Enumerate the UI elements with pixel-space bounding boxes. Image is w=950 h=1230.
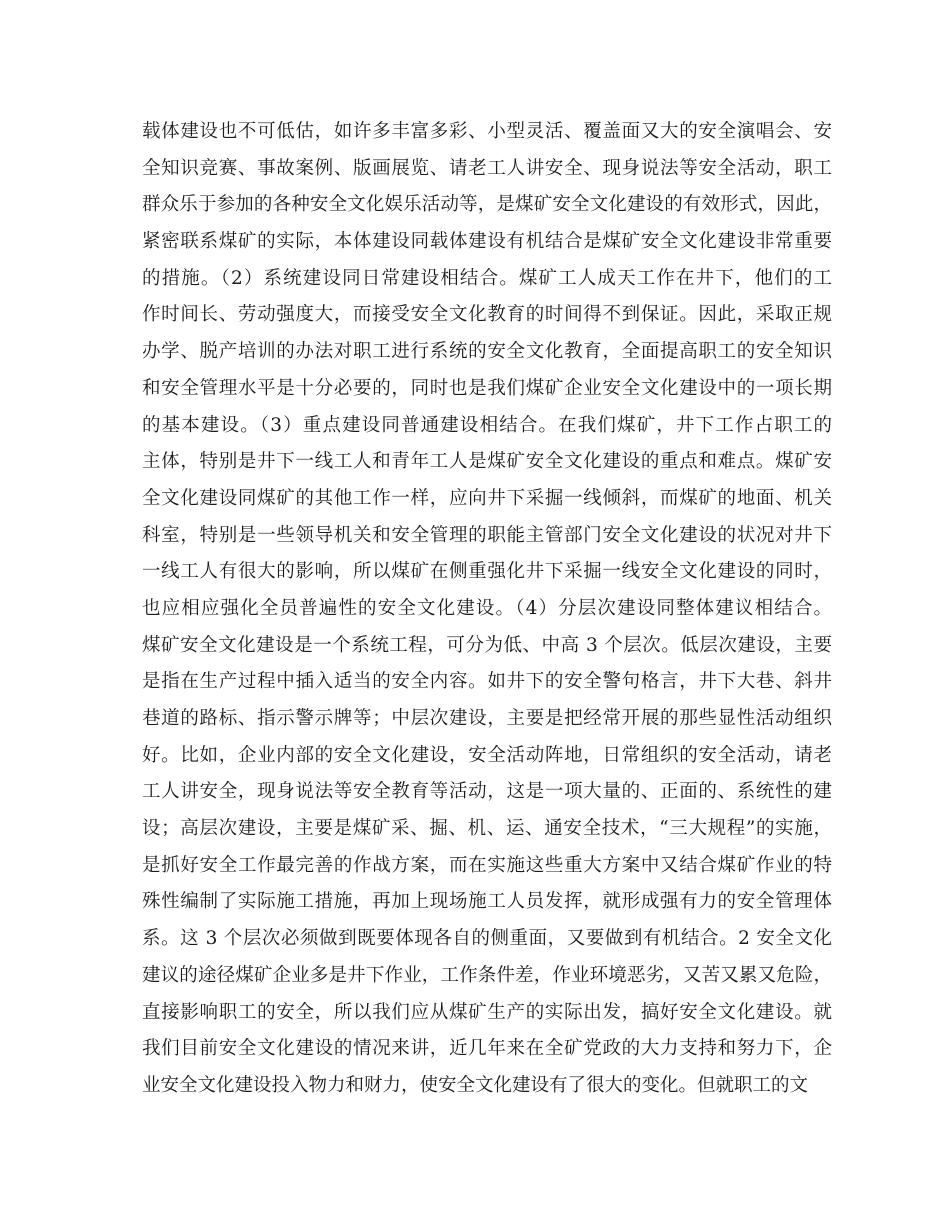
- text-line: 全知识竞赛、事故案例、版画展览、请老工人讲安全、现身说法等安全活动，职工: [142, 157, 832, 179]
- text-line: 载体建设也不可低估，如许多丰富多彩、小型灵活、覆盖面又大的安全演唱会、安: [142, 121, 832, 142]
- text-line: 巷道的路标、指示警示牌等；中层次建设，主要是把经常开展的那些显性活动组织: [142, 708, 832, 729]
- text-line: 直接影响职工的安全，所以我们应从煤矿生产的实际出发，搞好安全文化建设。就: [142, 1001, 832, 1023]
- text-line: 殊性编制了实际施工措施，再加上现场施工人员发挥，就形成强有力的安全管理体: [142, 891, 832, 913]
- text-line: 系。这 3 个层次必须做到既要体现各自的侧重面，又要做到有机结合。2 安全文化: [142, 928, 832, 950]
- text-line: 作时间长、劳动强度大，而接受安全文化教育的时间得不到保证。因此，采取正规: [142, 304, 832, 326]
- text-line: 群众乐于参加的各种安全文化娱乐活动等，是煤矿安全文化建设的有效形式，因此，: [142, 194, 832, 216]
- text-line: 紧密联系煤矿的实际，本体建设同载体建设有机结合是煤矿安全文化建设非常重要: [142, 231, 832, 253]
- text-line: 是指在生产过程中插入适当的安全内容。如井下的安全警句格言，井下大巷、斜井: [142, 671, 832, 693]
- text-line: 科室，特别是一些领导机关和安全管理的职能主管部门安全文化建设的状况对井下: [142, 524, 832, 546]
- text-line: 全文化建设同煤矿的其他工作一样，应向井下采掘一线倾斜，而煤矿的地面、机关: [142, 487, 832, 509]
- text-line: 工人讲安全，现身说法等安全教育等活动，这是一项大量的、正面的、系统性的建: [142, 781, 832, 803]
- text-line: 的措施。（2）系统建设同日常建设相结合。煤矿工人成天工作在井下，他们的工: [142, 267, 832, 289]
- text-line: 主体，特别是井下一线工人和青年工人是煤矿安全文化建设的重点和难点。煤矿安: [142, 451, 832, 473]
- text-line: 是抓好安全工作最完善的作战方案，而在实施这些重大方案中又结合煤矿作业的特: [142, 854, 832, 876]
- text-line: 好。比如，企业内部的安全文化建设，安全活动阵地，日常组织的安全活动，请老: [142, 744, 832, 766]
- text-line: 也应相应强化全员普遍性的安全文化建设。（4）分层次建设同整体建议相结合。: [142, 597, 832, 619]
- text-line: 和安全管理水平是十分必要的，同时也是我们煤矿企业安全文化建设中的一项长期: [142, 377, 832, 399]
- body-text: [142, 114, 832, 1105]
- text-line: 建议的途径煤矿企业多是井下作业，工作条件差，作业环境恶劣，又苦又累又危险，: [142, 964, 832, 986]
- text-line: 设；高层次建设，主要是煤矿采、掘、机、运、通安全技术，“三大规程”的实施，: [142, 818, 832, 840]
- text-line: 的基本建设。（3）重点建设同普通建设相结合。在我们煤矿，井下工作占职工的: [142, 414, 832, 436]
- text-line: 业安全文化建设投入物力和财力，使安全文化建设有了很大的变化。但就职工的文: [142, 1074, 809, 1096]
- text-line: 我们目前安全文化建设的情况来讲，近几年来在全矿党政的大力支持和努力下，企: [142, 1038, 832, 1060]
- text-line: 办学、脱产培训的办法对职工进行系统的安全文化教育，全面提高职工的安全知识: [142, 341, 832, 363]
- text-line: 煤矿安全文化建设是一个系统工程，可分为低、中高 3 个层次。低层次建设，主要: [142, 634, 832, 656]
- text-line: 一线工人有很大的影响，所以煤矿在侧重强化井下采掘一线安全文化建设的同时，: [142, 561, 832, 583]
